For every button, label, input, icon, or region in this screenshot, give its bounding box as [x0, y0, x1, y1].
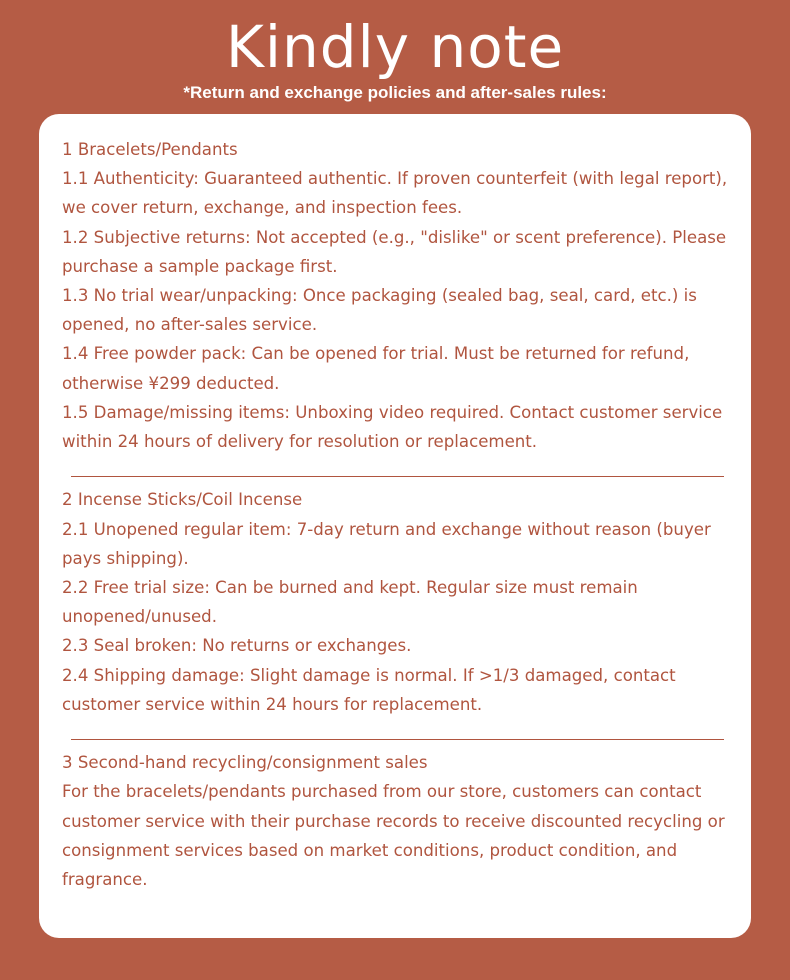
policy-item: 1.4 Free powder pack: Can be opened for trial. Must be returned for refund, otherwise ¥299 deducted.	[62, 344, 690, 393]
section-divider	[62, 719, 731, 748]
policy-item: 2.4 Shipping damage: Slight damage is normal. If >1/3 damaged, contact customer service within 24 hours for replacement.	[62, 665, 676, 714]
policy-item: 1.5 Damage/missing items: Unboxing video required. Contact customer service within 24 hours of delivery for resolution or replacement.	[62, 402, 723, 452]
section-heading: 3 Second-hand recycling/consignment sales	[62, 753, 428, 773]
section-bracelets-pendants	[62, 135, 731, 456]
policy-item: 1.3 No trial wear/unpacking: Once packaging (sealed bag, seal, card, etc.) is opened, no after-sales service.	[62, 286, 697, 335]
policy-item: 2.3 Seal broken: No returns or exchanges.	[62, 636, 412, 656]
page-title: Kindly note	[225, 13, 565, 81]
policy-item: 2.1 Unopened regular item: 7-day return and exchange without reason (buyer pays shipping).	[62, 519, 711, 568]
section-incense	[62, 485, 731, 719]
section-heading: 2 Incense Sticks/Coil Incense	[62, 490, 303, 510]
policy-item: 1.2 Subjective returns: Not accepted (e.g., "dislike" or scent preference). Please purchase a sample package first.	[62, 227, 727, 276]
policy-item: 1.1 Authenticity: Guaranteed authentic. If proven counterfeit (with legal report), we cover return, exchange, and inspection fees.	[62, 169, 728, 218]
policy-card	[39, 114, 751, 938]
policy-item: 2.2 Free trial size: Can be burned and kept. Regular size must remain unopened/unused.	[62, 578, 638, 627]
section-divider	[62, 456, 731, 485]
page-subtitle: *Return and exchange policies and after-sales rules:	[183, 83, 607, 102]
section-heading: 1 Bracelets/Pendants	[62, 140, 238, 159]
section-recycling-consignment	[62, 748, 731, 894]
policy-content	[62, 135, 731, 894]
policy-item: For the bracelets/pendants purchased from our store, customers can contact customer service with their purchase records to receive discounted recycling or consignment services based on market conditions, product condition, and fragrance.	[62, 782, 725, 890]
